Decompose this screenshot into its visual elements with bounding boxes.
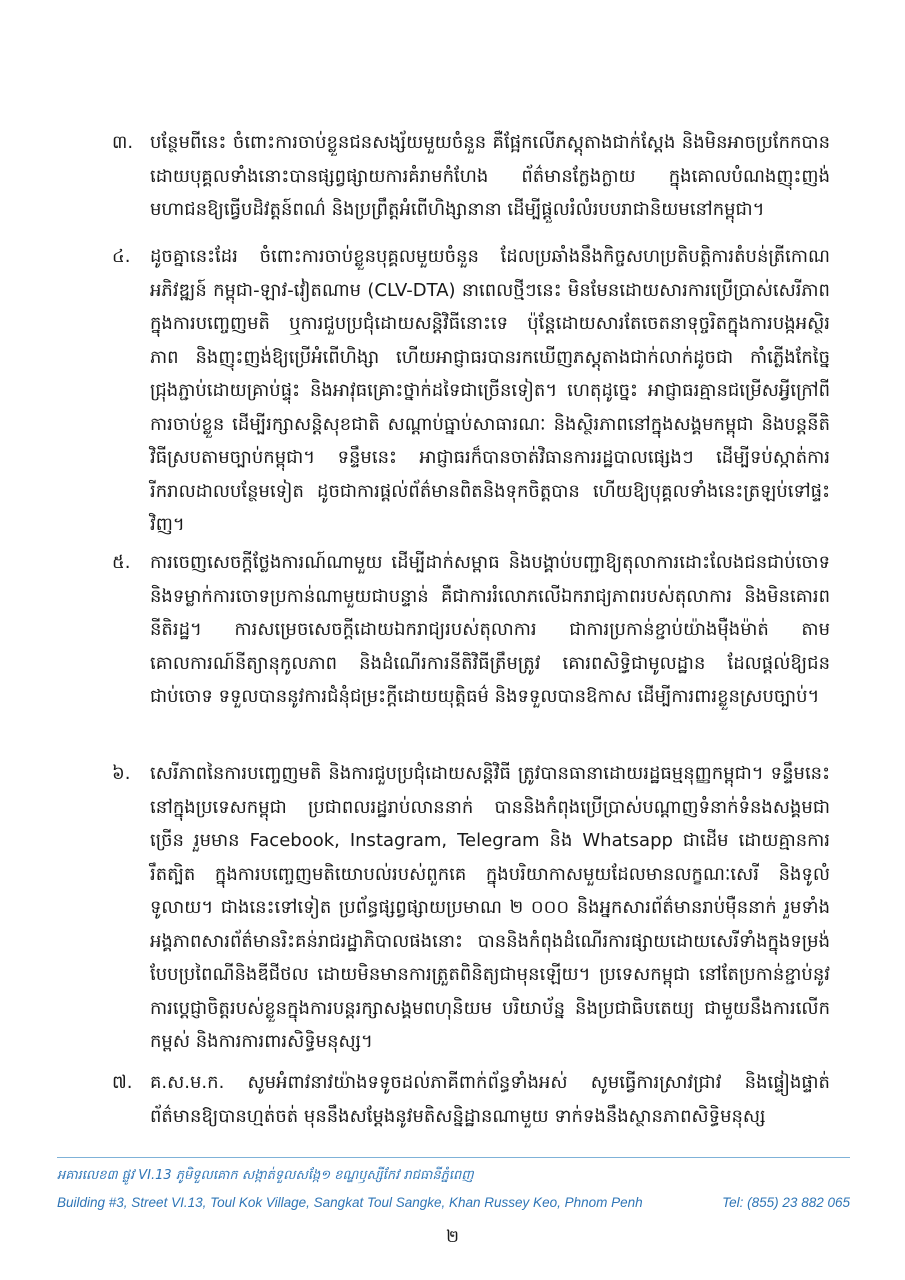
footer-address-english: Building #3, Street VI.13, Toul Kok Village, Sangkat Toul Sangke, Khan Russey Keo, Phnom Penh	[57, 1195, 643, 1210]
item-paragraph: គ.ស.ម.ក. សូមអំពាវនាវយ៉ាងទទូចដល់ភាគីពាក់ព័ន្ធទាំងអស់ សូមធ្វើការស្រាវជ្រាវ និងផ្ទៀងផ្ទាត់ព័ត៌មានឱ្យបានហ្មត់ចត់ មុននឹងសម្តែងនូវមតិសន្និដ្ឋានណាមួយ ទាក់ទងនឹងស្ថានភាពសិទ្ធិមនុស្ស	[150, 1072, 830, 1127]
item-number: ៦.	[112, 763, 131, 784]
item-number: ៤.	[112, 246, 131, 267]
item-number: ៧.	[112, 1072, 133, 1093]
item-paragraph: បន្ថែមពីនេះ ចំពោះការចាប់ខ្លួនជនសង្ស័យមួយចំនួន គឺផ្អែកលើភស្តុតាងជាក់ស្តែង និងមិនអាចប្រកែកបាន ដោយបុគ្គលទាំងនោះបានផ្សព្វផ្សាយការគំរាមកំហែង ព័ត៌មានក្លែងក្លាយ ក្នុងគោលបំណងញុះញង់មហាជនឱ្យធ្វើបដិវត្តន៍ពណ៌ និងប្រព្រឹត្តអំពើហិង្សានានា ដើម្បីផ្តួលរំលំរបបរាជានិយមនៅកម្ពុជា។	[150, 132, 830, 220]
footer-divider	[57, 1157, 850, 1158]
item-number: ៥.	[112, 552, 131, 573]
page-number: ២	[446, 1227, 459, 1247]
footer-address-khmer: អគារលេខ៣ ផ្លូវ VI.13 ភូមិទួលគោក សង្កាត់ទួលសង្កែ១ ខណ្ឌឫស្សីកែវ រាជធានីភ្នំពេញ	[57, 1168, 474, 1183]
footer-telephone: Tel: (855) 23 882 065	[722, 1195, 850, 1210]
item-paragraph: ដូចគ្នានេះដែរ ចំពោះការចាប់ខ្លួនបុគ្គលមួយចំនួន ដែលប្រឆាំងនឹងកិច្ចសហប្រតិបត្តិការតំបន់ត្រីកោណអភិវឌ្ឍន៍ កម្ពុជា-ឡាវ-វៀតណាម (CLV-DTA) នាពេលថ្មីៗនេះ មិនមែនដោយសារការប្រើប្រាស់សេរីភាពក្នុងការបញ្ចេញមតិ ឬការជួបប្រជុំដោយសន្តិវិធីនោះទេ ប៉ុន្តែដោយសារតែចេតនាទុច្ចរិតក្នុងការបង្កអស្ថិរភាព និងញុះញង់ឱ្យប្រើអំពើហិង្សា ហើយអាជ្ញាធរបានរកឃើញភស្តុតាងជាក់លាក់ដូចជា កាំភ្លើងកែច្នៃ ជ្រុងភ្ជាប់ដោយគ្រាប់ផ្ទុះ និងអាវុធគ្រោះថ្នាក់ដទៃជាច្រើនទៀត។ ហេតុដូច្នេះ អាជ្ញាធរគ្មានជម្រើសអ្វីក្រៅពីការចាប់ខ្លួន ដើម្បីរក្សាសន្តិសុខជាតិ សណ្តាប់ធ្នាប់សាធារណៈ និងស្ថិរភាពនៅក្នុងសង្គមកម្ពុជា និងបន្តនីតិវិធីស្របតាមច្បាប់កម្ពុជា។ ទន្ទឹមនេះ អាជ្ញាធរក៏បានចាត់វិធានការរដ្ឋបាលផ្សេងៗ ដើម្បីទប់ស្កាត់ការរីករាលដាលបន្ថែមទៀត ដូចជាការផ្តល់ព័ត៌មានពិតនិងទុកចិត្តបាន ហើយឱ្យបុគ្គលទាំងនេះត្រឡប់ទៅផ្ទះវិញ។	[150, 246, 830, 535]
item-paragraph: សេរីភាពនៃការបញ្ចេញមតិ និងការជួបប្រជុំដោយសន្តិវិធី ត្រូវបានធានាដោយរដ្ឋធម្មនុញ្ញកម្ពុជា។ ទន្ទឹមនេះ នៅក្នុងប្រទេសកម្ពុជា ប្រជាពលរដ្ឋរាប់លាននាក់ បាននិងកំពុងប្រើប្រាស់បណ្តាញទំនាក់ទំនងសង្គមជាច្រើន រួមមាន Facebook, Instagram, Telegram និង Whatsapp ជាដើម ដោយគ្មានការរឹតត្បិត ក្នុងការបញ្ចេញមតិយោបល់របស់ពួកគេ ក្នុងបរិយាកាសមួយដែលមានលក្ខណៈសេរី និងទូលំទូលាយ។ ជាងនេះទៅទៀត ប្រព័ន្ធផ្សព្វផ្សាយប្រមាណ ២ ០០០ និងអ្នកសារព័ត៌មានរាប់ម៉ឺននាក់ រួមទាំងអង្គភាពសារព័ត៌មានរិះគន់រាជរដ្ឋាភិបាលផងនោះ បាននិងកំពុងដំណើរការផ្សាយដោយសេរីទាំងក្នុងទម្រង់បែបប្រពៃណីនិងឌីជីថល ដោយមិនមានការត្រួតពិនិត្យជាមុនឡើយ។ ប្រទេសកម្ពុជា នៅតែប្រកាន់ខ្ជាប់នូវការប្តេជ្ញាចិត្តរបស់ខ្លួនក្នុងការបន្តរក្សាសង្គមពហុនិយម បរិយាប័ន្ន និងប្រជាធិបតេយ្យ ជាមួយនឹងការលើកកម្ពស់ និងការការពារសិទ្ធិមនុស្ស។	[150, 763, 830, 1052]
item-number: ៣.	[112, 132, 134, 153]
item-paragraph: ការចេញសេចក្តីថ្លែងការណ៍ណាមួយ ដើម្បីដាក់សម្ពាធ និងបង្គាប់បញ្ជាឱ្យតុលាការដោះលែងជនជាប់ចោទ និងទម្លាក់ការចោទប្រកាន់ណាមួយជាបន្ទាន់ គឺជាការរំលោភលើឯករាជ្យភាពរបស់តុលាការ និងមិនគោរពនីតិរដ្ឋ។ ការសម្រេចសេចក្តីដោយឯករាជ្យរបស់តុលាការ ជាការប្រកាន់ខ្ជាប់យ៉ាងម៉ឺងម៉ាត់ តាមគោលការណ៍នីត្យានុកូលភាព និងដំណើរការនីតិវិធីត្រឹមត្រូវ គោរពសិទ្ធិជាមូលដ្ឋាន ដែលផ្តល់ឱ្យជនជាប់ចោទ ទទួលបាននូវការជំនុំជម្រះក្តីដោយយុត្តិធម៌ និងទទួលបានឱកាស ដើម្បីការពារខ្លួនស្របច្បាប់។	[150, 552, 830, 707]
